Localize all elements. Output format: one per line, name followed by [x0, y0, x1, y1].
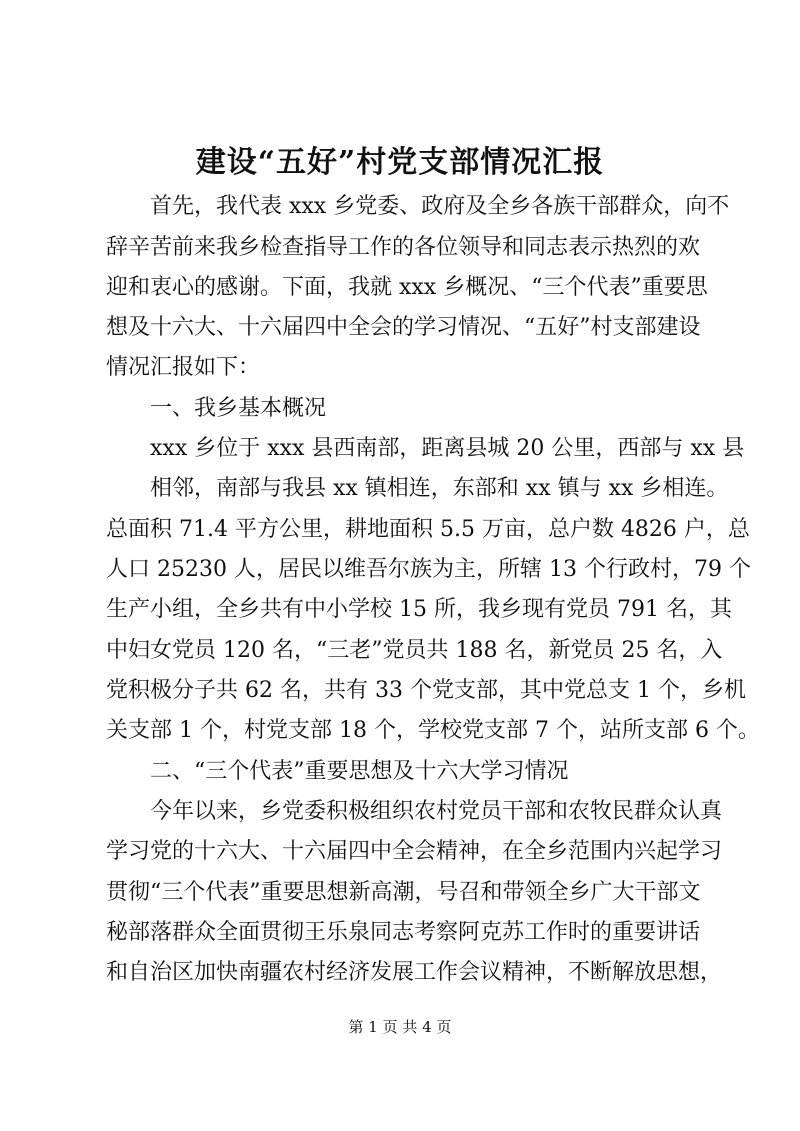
body-line: 总面积 71.4 平方公里，耕地面积 5.5 万亩，总户数 4826 户，总	[106, 517, 750, 542]
body-line: 秘部落群众全面贯彻王乐泉同志考察阿克苏工作时的重要讲话	[106, 920, 701, 945]
body-line: 党积极分子共 62 名，共有 33 个党支部，其中党总支 1 个，乡机	[106, 678, 746, 703]
section-heading: 二、“三个代表”重要思想及十六大学习情况	[150, 759, 569, 784]
body-line: 生产小组，全乡共有中小学校 15 所，我乡现有党员 791 名，其	[106, 597, 732, 622]
section-heading: 一、我乡基本概况	[150, 396, 327, 421]
body-line: 和自治区加快南疆农村经济发展工作会议精神，不断解放思想，	[106, 960, 723, 985]
document-title: 建设“五好”村党支部情况汇报	[195, 145, 605, 180]
body-line: 学习党的十六大、十六届四中全会精神，在全乡范围内兴起学习	[106, 839, 723, 864]
body-line: 想及十六大、十六届四中全会的学习情况、“五好”村支部建设	[106, 315, 701, 340]
body-line: 相邻，南部与我县 xx 镇相连，东部和 xx 镇与 xx 乡相连。	[150, 476, 729, 501]
body-line: 今年以来，乡党委积极组织农村党员干部和农牧民群众认真	[150, 799, 723, 824]
body-line: 贯彻“三个代表”重要思想新高潮，号召和带领全乡广大干部文	[106, 880, 701, 905]
body-line: xxx 乡位于 xxx 县西南部，距离县城 20 公里，西部与 xx 县	[150, 436, 745, 461]
body-line: 人口 25230 人，居民以维吾尔族为主，所辖 13 个行政村，79 个	[106, 557, 751, 582]
body-line: 情况汇报如下：	[106, 355, 261, 380]
page-footer: 第 1 页 共 4 页	[348, 1018, 452, 1036]
body-line: 辞辛苦前来我乡检查指导工作的各位领导和同志表示热烈的欢	[106, 235, 701, 260]
body-line: 中妇女党员 120 名，“三老”党员共 188 名，新党员 25 名，入	[106, 638, 723, 663]
body-line: 首先，我代表 xxx 乡党委、政府及全乡各族干部群众，向不	[150, 194, 730, 219]
body-line: 迎和衷心的感谢。下面，我就 xxx 乡概况、“三个代表”重要思	[106, 275, 708, 300]
body-line: 关支部 1 个，村党支部 18 个，学校党支部 7 个，站所支部 6 个。	[106, 718, 760, 743]
